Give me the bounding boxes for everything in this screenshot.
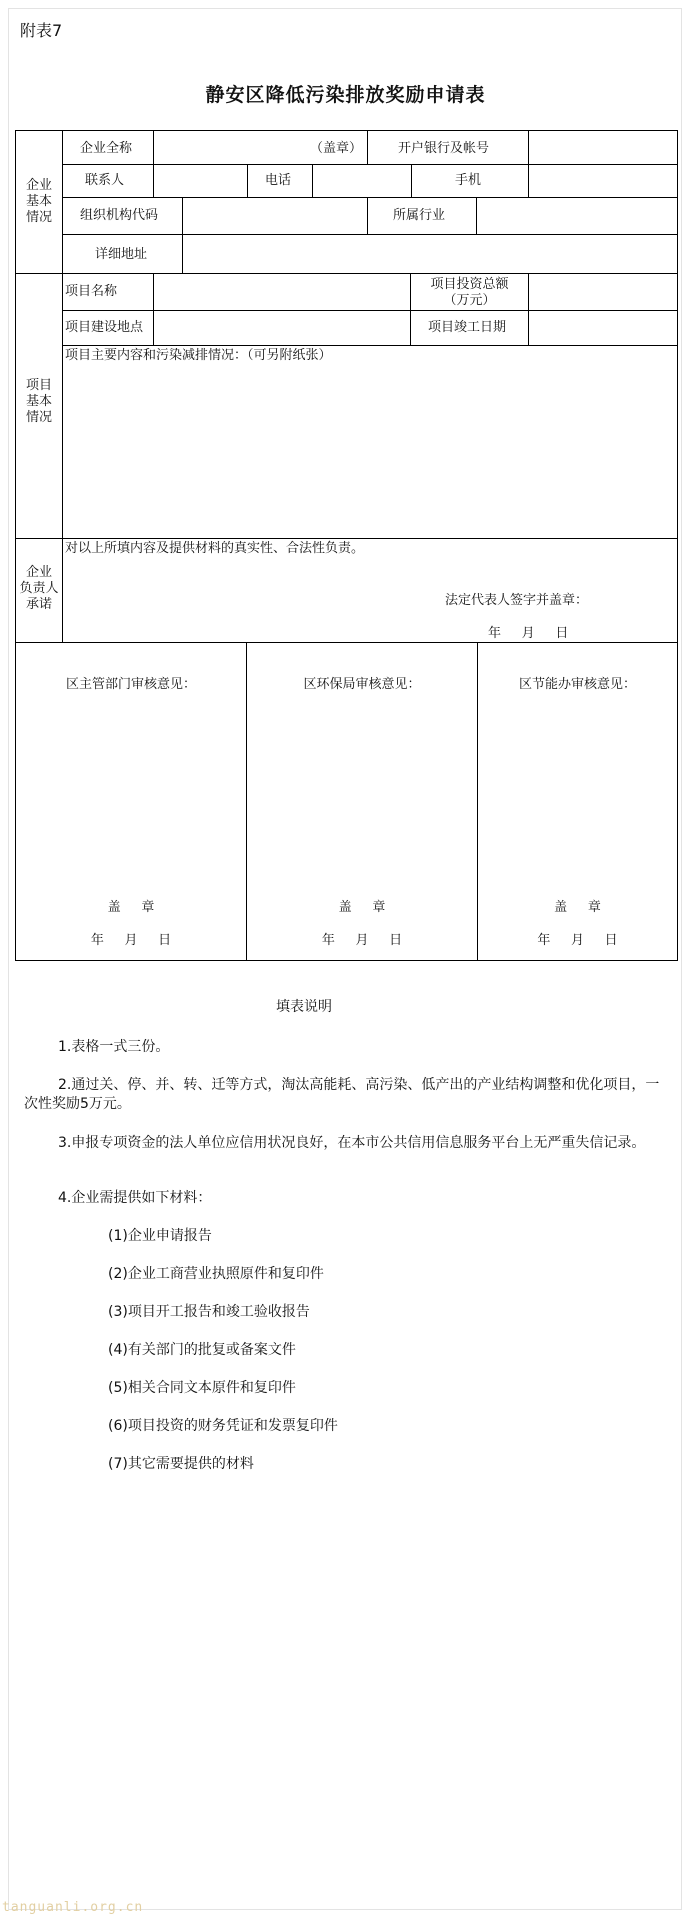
instruction-item: 4.企业需提供如下材料： [58,1190,212,1206]
section-label-commitment: 企业 负责人 承诺 [19,565,59,612]
signature-label: 法定代表人签字并盖章： [445,593,589,608]
section-label-enterprise: 企业 基本 情况 [25,178,52,225]
material-item: (3)项目开工报告和竣工验收报告 [108,1304,310,1320]
material-item: (4)有关部门的批复或备案文件 [108,1342,296,1358]
review-date: 年 月 日 [90,933,172,948]
appendix-label: 附表7 [20,21,63,40]
review-date: 年 月 日 [537,933,618,948]
review-date: 年 月 日 [321,933,403,948]
instruction-item: 2.通过关、停、并、转、迁等方式，淘汰高能耗、高污染、低产出的产业结构调整和优化项目，一次性奖励5万元。 [24,1077,660,1112]
label-project-name: 项目名称 [65,284,118,299]
commitment-statement: 对以上所填内容及提供材料的真实性、合法性负责。 [65,541,365,556]
review-label-energy-office: 区节能办审核意见： [518,677,636,692]
review-seal: 盖 章 [107,900,155,915]
label-enterprise-name: 企业全称 [80,141,133,156]
review-label-district-department: 区主管部门审核意见： [65,677,196,692]
material-item: (5)相关合同文本原件和复印件 [108,1380,296,1396]
label-org-code: 组织机构代码 [80,208,159,223]
form-title: 静安区降低污染排放奖励申请表 [205,84,486,106]
label-address: 详细地址 [95,247,148,262]
label-phone: 电话 [265,173,292,188]
label-mobile: 手机 [455,173,482,188]
material-item: (6)项目投资的财务凭证和发票复印件 [108,1418,338,1434]
review-seal: 盖 章 [554,900,601,915]
label-industry: 所属行业 [393,208,446,223]
commitment-date: 年 月 日 [488,626,569,641]
material-item: (7)其它需要提供的材料 [108,1456,254,1472]
section-label-project: 项目 基本 情况 [25,378,52,425]
label-bank-account: 开户银行及帐号 [398,141,490,156]
label-contact: 联系人 [85,173,125,188]
label-investment-total: 项目投资总额 （万元） [430,277,509,308]
review-seal: 盖 章 [338,900,386,915]
review-label-environment-bureau: 区环保局审核意见： [303,677,421,692]
instruction-item: 3.申报专项资金的法人单位应信用状况良好，在本市公共信用信息服务平台上无严重失信记录。 [58,1135,646,1151]
label-stamp: （盖章） [310,141,363,156]
instructions-title: 填表说明 [276,999,332,1015]
label-construction-site: 项目建设地点 [65,320,144,335]
material-item: (1)企业申请报告 [108,1228,212,1244]
label-project-content: 项目主要内容和污染减排情况：（可另附纸张） [65,348,332,363]
instruction-item: 1.表格一式三份。 [58,1039,170,1055]
material-item: (2)企业工商营业执照原件和复印件 [108,1266,324,1282]
label-completion-date: 项目竣工日期 [428,320,507,335]
watermark: tanguanli.org.cn [2,1900,144,1915]
